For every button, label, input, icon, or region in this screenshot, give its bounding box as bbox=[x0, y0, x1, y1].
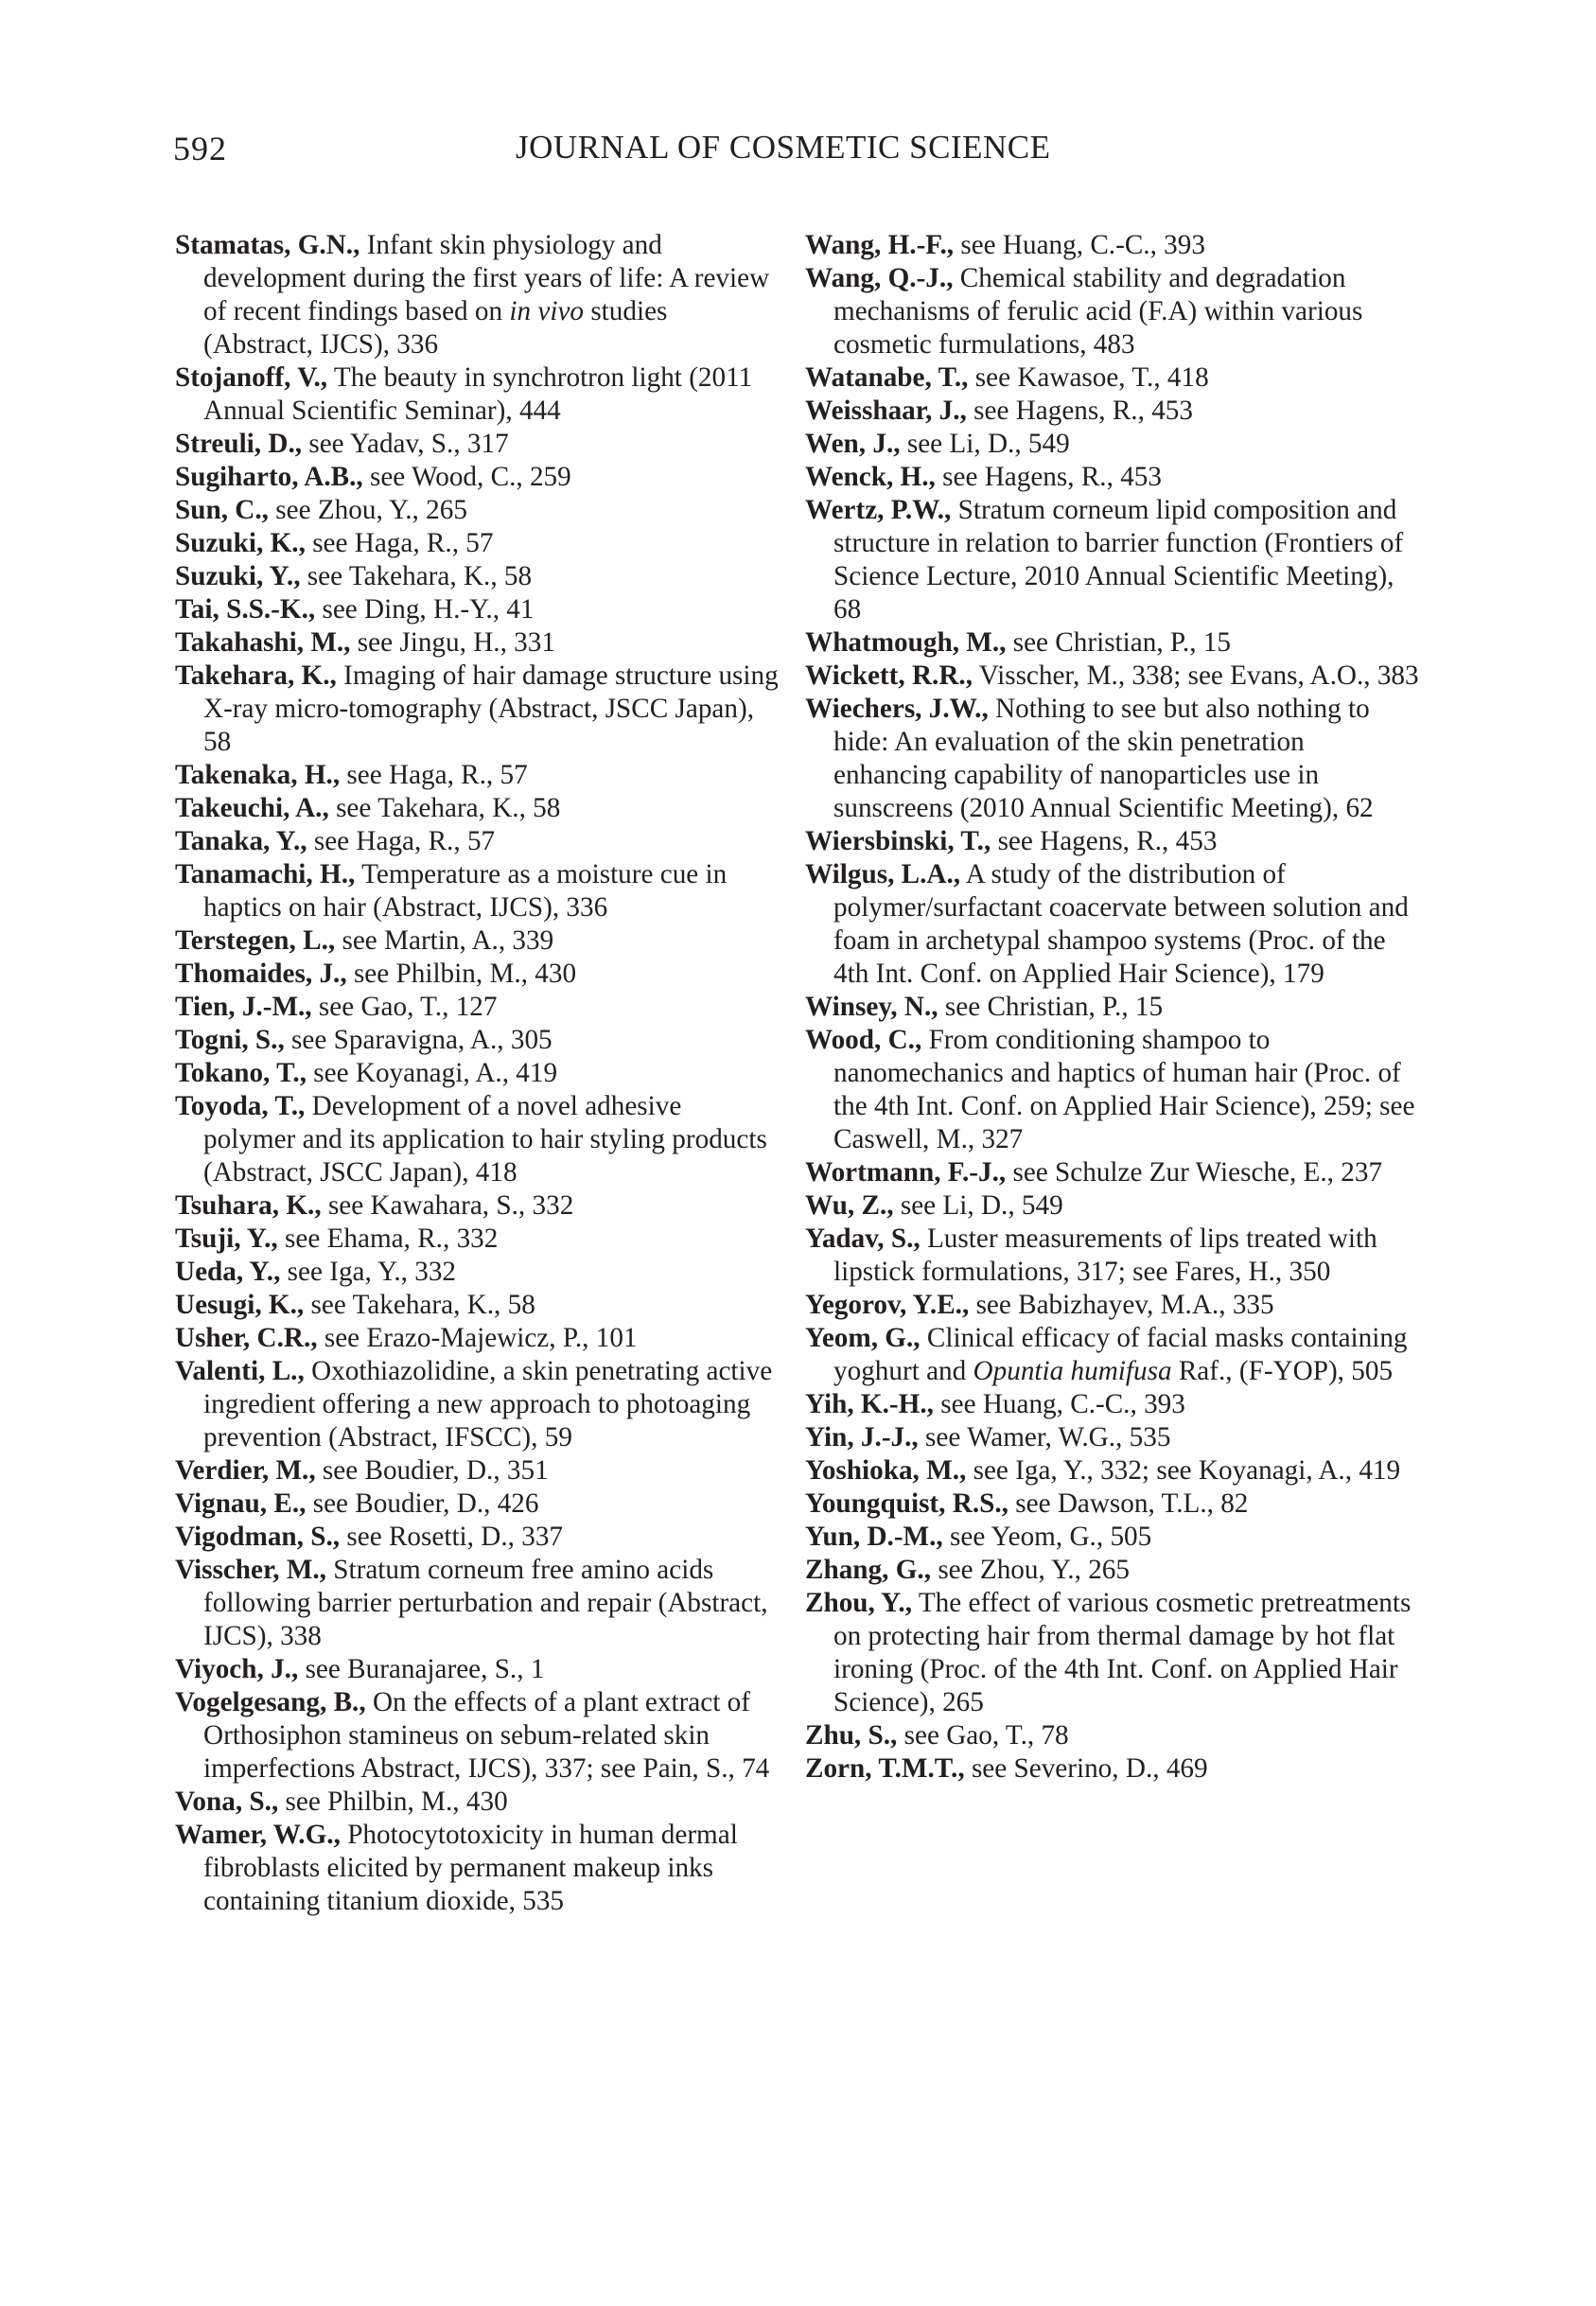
author-name: Valenti, L., bbox=[175, 1356, 305, 1386]
index-entry bbox=[805, 1487, 1420, 1521]
author-name: Vona, S., bbox=[175, 1787, 279, 1817]
index-entry bbox=[175, 1289, 779, 1322]
index-entry bbox=[175, 593, 779, 626]
author-name: Winsey, N., bbox=[805, 992, 938, 1022]
index-entry bbox=[175, 1819, 779, 1918]
entry-text: The beauty in synchrotron light (2011 Annual Scientific Seminar), 444 bbox=[203, 362, 753, 426]
author-name: Wamer, W.G., bbox=[175, 1820, 341, 1850]
author-name: Takahashi, M., bbox=[175, 627, 351, 658]
author-name: Wortmann, F.-J., bbox=[805, 1157, 1007, 1188]
author-name: Wiechers, J.W., bbox=[805, 694, 989, 724]
entry-text: see Rosetti, D., 337 bbox=[346, 1522, 564, 1552]
author-name: Wang, Q.-J., bbox=[805, 263, 954, 293]
index-entry bbox=[805, 262, 1420, 361]
entry-text: see Huang, C.-C., 393 bbox=[940, 1389, 1185, 1419]
index-entry bbox=[805, 1024, 1420, 1156]
author-name: Weisshaar, J., bbox=[805, 396, 967, 426]
entry-text: see Wamer, W.G., 535 bbox=[925, 1422, 1171, 1452]
entry-text-continued: Raf., (F-YOP), 505 bbox=[1178, 1356, 1394, 1386]
index-entry bbox=[175, 461, 779, 494]
index-entry bbox=[175, 1355, 779, 1454]
entry-text: see Zhou, Y., 265 bbox=[275, 495, 467, 525]
entry-text: see Sparavigna, A., 305 bbox=[291, 1025, 552, 1055]
entry-text: Oxothiazolidine, a skin penetrating active ingredient offering a new approach to photoaging prevention (Abstract, IFSCC), 59 bbox=[203, 1356, 773, 1452]
index-entry bbox=[175, 1554, 779, 1653]
index-entry bbox=[805, 1554, 1420, 1587]
author-name: Yoshioka, M., bbox=[805, 1455, 967, 1486]
index-entry bbox=[805, 858, 1420, 991]
entry-text: see Philbin, M., 430 bbox=[285, 1787, 508, 1817]
entry-text: Nothing to see but also nothing to hide: An evaluation of the skin penetration enhancing capability of nanoparticles use in sunscreens (2010 Annual Scientific Meeting), 62 bbox=[833, 694, 1374, 823]
index-entry bbox=[175, 991, 779, 1024]
entry-text: Visscher, M., 338; see Evans, A.O., 383 bbox=[978, 660, 1419, 691]
author-name: Yun, D.-M., bbox=[805, 1522, 943, 1552]
index-entry bbox=[175, 1090, 779, 1189]
index-entry bbox=[175, 958, 779, 991]
entry-text: see Christian, P., 15 bbox=[1012, 627, 1231, 658]
index-entry bbox=[805, 825, 1420, 858]
author-name: Viyoch, J., bbox=[175, 1654, 299, 1684]
author-name: Zhou, Y., bbox=[805, 1588, 913, 1618]
index-entry bbox=[805, 1156, 1420, 1189]
entry-text: A study of the distribution of polymer/surfactant coacervate between solution and foam in archetypal shampoo systems (Proc. of the 4th Int. Conf. on Applied Hair Science), 179 bbox=[833, 859, 1409, 989]
index-entry bbox=[175, 1256, 779, 1289]
entry-text: see Haga, R., 57 bbox=[312, 528, 494, 558]
author-name: Tanaka, Y., bbox=[175, 826, 307, 856]
entry-italic-text: Opuntia humifusa bbox=[973, 1356, 1172, 1386]
index-entry bbox=[175, 825, 779, 858]
index-entry bbox=[805, 494, 1420, 626]
entry-text: see Haga, R., 57 bbox=[313, 826, 496, 856]
index-entry bbox=[805, 626, 1420, 660]
entry-text: see Gao, T., 127 bbox=[318, 992, 498, 1022]
entry-text: see Jingu, H., 331 bbox=[357, 627, 555, 658]
author-name: Stojanoff, V., bbox=[175, 362, 328, 393]
author-name: Yeom, G., bbox=[805, 1323, 921, 1353]
author-name: Yadav, S., bbox=[805, 1223, 921, 1254]
entry-text: The effect of various cosmetic pretreatments on protecting hair from thermal damage by hot flat ironing (Proc. of the 4th Int. Conf. on Applied Hair Science), 265 bbox=[833, 1588, 1412, 1717]
index-entry bbox=[175, 229, 779, 361]
author-name: Thomaides, J., bbox=[175, 959, 347, 989]
entry-text: see Hagens, R., 453 bbox=[942, 462, 1162, 492]
index-entry bbox=[805, 1189, 1420, 1223]
index-entry bbox=[805, 660, 1420, 693]
index-entry bbox=[175, 560, 779, 593]
entry-text: see Philbin, M., 430 bbox=[353, 959, 577, 989]
index-entry bbox=[805, 395, 1420, 428]
index-entry bbox=[175, 1653, 779, 1686]
author-name: Tsuhara, K., bbox=[175, 1190, 322, 1221]
index-entry bbox=[175, 858, 779, 924]
index-entry bbox=[175, 428, 779, 461]
author-name: Tsuji, Y., bbox=[175, 1223, 278, 1254]
author-name: Wilgus, L.A., bbox=[805, 859, 961, 889]
index-entry bbox=[805, 461, 1420, 494]
entry-text: see Takehara, K., 58 bbox=[336, 793, 561, 823]
entry-text: see Li, D., 549 bbox=[900, 1190, 1063, 1221]
entry-text: see Zhou, Y., 265 bbox=[938, 1555, 1130, 1585]
entry-text: see Hagens, R., 453 bbox=[973, 396, 1193, 426]
author-name: Vignau, E., bbox=[175, 1488, 307, 1519]
index-entry bbox=[805, 1421, 1420, 1454]
entry-text: Luster measurements of lips treated with lipstick formulations, 317; see Fares, H., 350 bbox=[833, 1223, 1377, 1287]
author-name: Verdier, M., bbox=[175, 1455, 316, 1486]
author-name: Ueda, Y., bbox=[175, 1257, 281, 1287]
entry-text: see Christian, P., 15 bbox=[944, 992, 1164, 1022]
page-number: 592 bbox=[173, 130, 227, 167]
entry-text: Photocytotoxicity in human dermal fibroblasts elicited by permanent makeup inks containing titanium dioxide, 535 bbox=[203, 1820, 738, 1916]
index-entry bbox=[175, 1189, 779, 1223]
entry-text: see Takehara, K., 58 bbox=[307, 561, 533, 591]
index-entry bbox=[175, 527, 779, 560]
entry-text: see Schulze Zur Wiesche, E., 237 bbox=[1012, 1157, 1383, 1188]
author-name: Toyoda, T., bbox=[175, 1091, 306, 1121]
entry-text: see Martin, A., 339 bbox=[342, 925, 554, 956]
index-entry bbox=[805, 1752, 1420, 1786]
index-entry bbox=[175, 1487, 779, 1521]
index-entry bbox=[805, 361, 1420, 395]
entry-text: see Severino, D., 469 bbox=[971, 1753, 1208, 1784]
entry-text: Chemical stability and degradation mechanisms of ferulic acid (F.A) within various cosmetic furmulations, 483 bbox=[833, 263, 1363, 360]
entry-text: Temperature as a moisture cue in haptics on hair (Abstract, IJCS), 336 bbox=[203, 859, 728, 923]
entry-text: see Ding, H.-Y., 41 bbox=[322, 594, 535, 625]
entry-text: see Iga, Y., 332 bbox=[287, 1257, 457, 1287]
author-name: Streuli, D., bbox=[175, 429, 303, 459]
author-name: Visscher, M., bbox=[175, 1555, 326, 1585]
index-column-left bbox=[175, 229, 779, 1918]
entry-text: see Yadav, S., 317 bbox=[308, 429, 509, 459]
author-name: Watanabe, T., bbox=[805, 362, 969, 393]
entry-text: see Huang, C.-C., 393 bbox=[960, 230, 1205, 260]
entry-text: see Haga, R., 57 bbox=[346, 760, 528, 790]
author-name: Tien, J.-M., bbox=[175, 992, 312, 1022]
index-column-right bbox=[805, 229, 1420, 1786]
author-name: Wen, J., bbox=[805, 429, 901, 459]
index-entry bbox=[805, 1322, 1420, 1388]
author-name: Takeuchi, A., bbox=[175, 793, 329, 823]
author-name: Terstegen, L., bbox=[175, 925, 336, 956]
entry-text: Infant skin physiology and development during the first years of life: A review of recent findings based on bbox=[203, 230, 770, 326]
entry-text: see Hagens, R., 453 bbox=[997, 826, 1218, 856]
entry-text: Imaging of hair damage structure using X-ray micro-tomography (Abstract, JSCC Japan), 58 bbox=[203, 660, 779, 757]
author-name: Zhu, S., bbox=[805, 1720, 898, 1751]
index-entry bbox=[175, 759, 779, 792]
index-entry bbox=[175, 1686, 779, 1786]
index-entry bbox=[805, 428, 1420, 461]
author-name: Wood, C., bbox=[805, 1025, 922, 1055]
author-name: Wertz, P.W., bbox=[805, 495, 952, 525]
entry-text: see Li, D., 549 bbox=[906, 429, 1070, 459]
author-name: Sun, C., bbox=[175, 495, 269, 525]
index-entry bbox=[805, 991, 1420, 1024]
index-entry bbox=[175, 792, 779, 825]
author-name: Tai, S.S.-K., bbox=[175, 594, 316, 625]
author-name: Stamatas, G.N., bbox=[175, 230, 360, 260]
index-entry bbox=[805, 1289, 1420, 1322]
entry-text: see Dawson, T.L., 82 bbox=[1015, 1488, 1249, 1519]
author-name: Whatmough, M., bbox=[805, 627, 1007, 658]
index-entry bbox=[175, 626, 779, 660]
entry-text: see Kawahara, S., 332 bbox=[327, 1190, 574, 1221]
index-entry bbox=[805, 229, 1420, 262]
author-name: Wiersbinski, T., bbox=[805, 826, 991, 856]
entry-italic-text: in vivo bbox=[509, 296, 585, 326]
author-name: Vogelgesang, B., bbox=[175, 1687, 366, 1717]
index-entry bbox=[175, 1024, 779, 1057]
index-entry bbox=[805, 693, 1420, 825]
author-name: Yin, J.-J., bbox=[805, 1422, 919, 1452]
author-name: Zorn, T.M.T., bbox=[805, 1753, 965, 1784]
author-name: Togni, S., bbox=[175, 1025, 285, 1055]
entry-text: see Koyanagi, A., 419 bbox=[313, 1058, 558, 1088]
entry-text: see Gao, T., 78 bbox=[903, 1720, 1069, 1751]
entry-text: see Buranajaree, S., 1 bbox=[305, 1654, 545, 1684]
author-name: Usher, C.R., bbox=[175, 1323, 318, 1353]
index-entry bbox=[175, 660, 779, 759]
index-entry bbox=[175, 494, 779, 527]
author-name: Wenck, H., bbox=[805, 462, 936, 492]
author-name: Tokano, T., bbox=[175, 1058, 307, 1088]
author-name: Zhang, G., bbox=[805, 1555, 932, 1585]
entry-text: From conditioning shampoo to nanomechanics and haptics of human hair (Proc. of the 4th Int. Conf. on Applied Hair Science), 259; see Caswell, M., 327 bbox=[833, 1025, 1415, 1154]
index-entry bbox=[175, 1786, 779, 1819]
author-name: Tanamachi, H., bbox=[175, 859, 356, 889]
author-name: Vigodman, S., bbox=[175, 1522, 341, 1552]
entry-text: see Boudier, D., 351 bbox=[322, 1455, 549, 1486]
author-name: Sugiharto, A.B., bbox=[175, 462, 363, 492]
author-name: Takenaka, H., bbox=[175, 760, 341, 790]
entry-text: see Boudier, D., 426 bbox=[312, 1488, 539, 1519]
entry-text: see Takehara, K., 58 bbox=[310, 1290, 535, 1320]
entry-text: Clinical efficacy of facial masks containing yoghurt and bbox=[833, 1323, 1408, 1386]
entry-text: see Babizhayev, M.A., 335 bbox=[975, 1290, 1274, 1320]
author-name: Takehara, K., bbox=[175, 660, 337, 691]
index-entry bbox=[805, 1454, 1420, 1487]
entry-text: see Ehama, R., 332 bbox=[285, 1223, 499, 1254]
author-name: Suzuki, Y., bbox=[175, 561, 301, 591]
index-entry bbox=[175, 1223, 779, 1256]
entry-text-continued: studies (Abstract, IJCS), 336 bbox=[203, 296, 668, 360]
author-name: Youngquist, R.S., bbox=[805, 1488, 1008, 1519]
entry-text: see Yeom, G., 505 bbox=[950, 1522, 1152, 1552]
entry-text: On the effects of a plant extract of Orthosiphon stamineus on sebum-related skin imperfections Abstract, IJCS), 337; see Pain, S., 74 bbox=[203, 1687, 770, 1784]
author-name: Wickett, R.R., bbox=[805, 660, 973, 691]
entry-text: see Erazo-Majewicz, P., 101 bbox=[324, 1323, 638, 1353]
index-entry bbox=[805, 1719, 1420, 1752]
index-entry bbox=[175, 361, 779, 428]
entry-text: see Iga, Y., 332; see Koyanagi, A., 419 bbox=[973, 1455, 1401, 1486]
index-entry bbox=[805, 1587, 1420, 1719]
index-entry bbox=[805, 1223, 1420, 1289]
author-name: Wu, Z., bbox=[805, 1190, 894, 1221]
index-entry bbox=[175, 1057, 779, 1090]
journal-title: JOURNAL OF COSMETIC SCIENCE bbox=[516, 129, 1051, 166]
index-entry bbox=[175, 1454, 779, 1487]
entry-text: Development of a novel adhesive polymer and its application to hair styling products (Abstract, JSCC Japan), 418 bbox=[203, 1091, 767, 1188]
author-name: Wang, H.-F., bbox=[805, 230, 955, 260]
index-entry bbox=[805, 1388, 1420, 1421]
index-entry bbox=[805, 1521, 1420, 1554]
index-entry bbox=[175, 1521, 779, 1554]
index-entry bbox=[175, 1322, 779, 1355]
entry-text: Stratum corneum lipid composition and structure in relation to barrier function (Frontiers of Science Lecture, 2010 Annual Scientific Meeting), 68 bbox=[833, 495, 1404, 625]
author-name: Uesugi, K., bbox=[175, 1290, 305, 1320]
author-name: Yih, K.-H., bbox=[805, 1389, 934, 1419]
index-entry bbox=[175, 924, 779, 958]
entry-text: see Kawasoe, T., 418 bbox=[974, 362, 1209, 393]
entry-text: see Wood, C., 259 bbox=[369, 462, 571, 492]
author-name: Yegorov, Y.E., bbox=[805, 1290, 970, 1320]
author-name: Suzuki, K., bbox=[175, 528, 306, 558]
entry-text: Stratum corneum free amino acids following barrier perturbation and repair (Abstract, IJCS), 338 bbox=[203, 1555, 768, 1651]
